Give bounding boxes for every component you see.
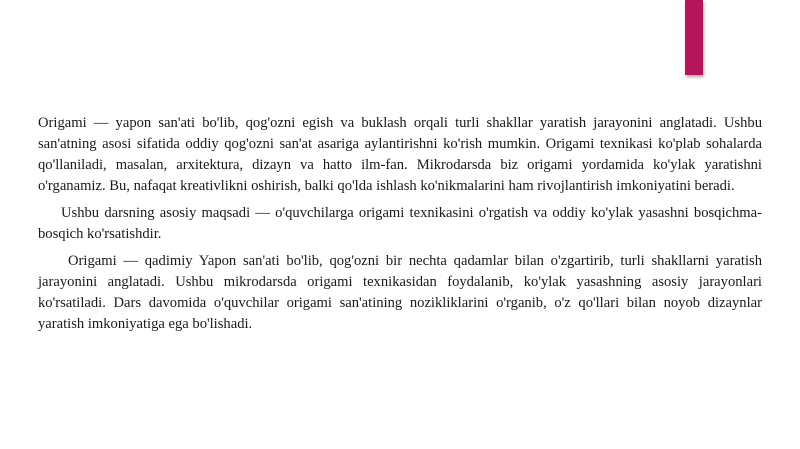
paragraph-intro: Origami — yapon san'ati bo'lib, qog'ozni egish va buklash orqali turli shakllar yaratish jarayonini anglatadi. Ushbu san'atning asosi sifatida oddiy qog'ozni san'at asariga aylantirishni ko'rish mumkin. Origami texnikasi ko'plab sohalarda qo'llaniladi, masalan, arxitektura, dizayn va hatto ilm-fan. Mikrodarsda biz origami yordamida ko'ylak yaratishni o'rganamiz. Bu, nafaqat kreativlikni oshirish, balki qo'lda ishlash ko'nikmalarini ham rivojlantirish imkoniyatini beradi. [38, 115, 762, 194]
accent-bar [685, 0, 703, 75]
slide-body [38, 113, 762, 341]
paragraph-description: Origami — qadimiy Yapon san'ati bo'lib, qog'ozni bir nechta qadamlar bilan o'zgartirib, turli shakllarni yaratish jarayonini anglatadi. Ushbu mikrodarsda origami texnikasidan foydalanib, ko'ylak yasashning asosiy jarayonlari ko'rsatiladi. Dars davomida o'quvchilar origami san'atining nozikliklarini o'rganib, o'z qo'llari bilan noyob dizaynlar yaratish imkoniyatiga ega bo'lishadi. [38, 253, 762, 332]
paragraph-goal: Ushbu darsning asosiy maqsadi — o'quvchilarga origami texnikasini o'rgatish va oddiy ko'ylak yasashni bosqichma-bosqich ko'rsatishdir. [38, 205, 762, 242]
